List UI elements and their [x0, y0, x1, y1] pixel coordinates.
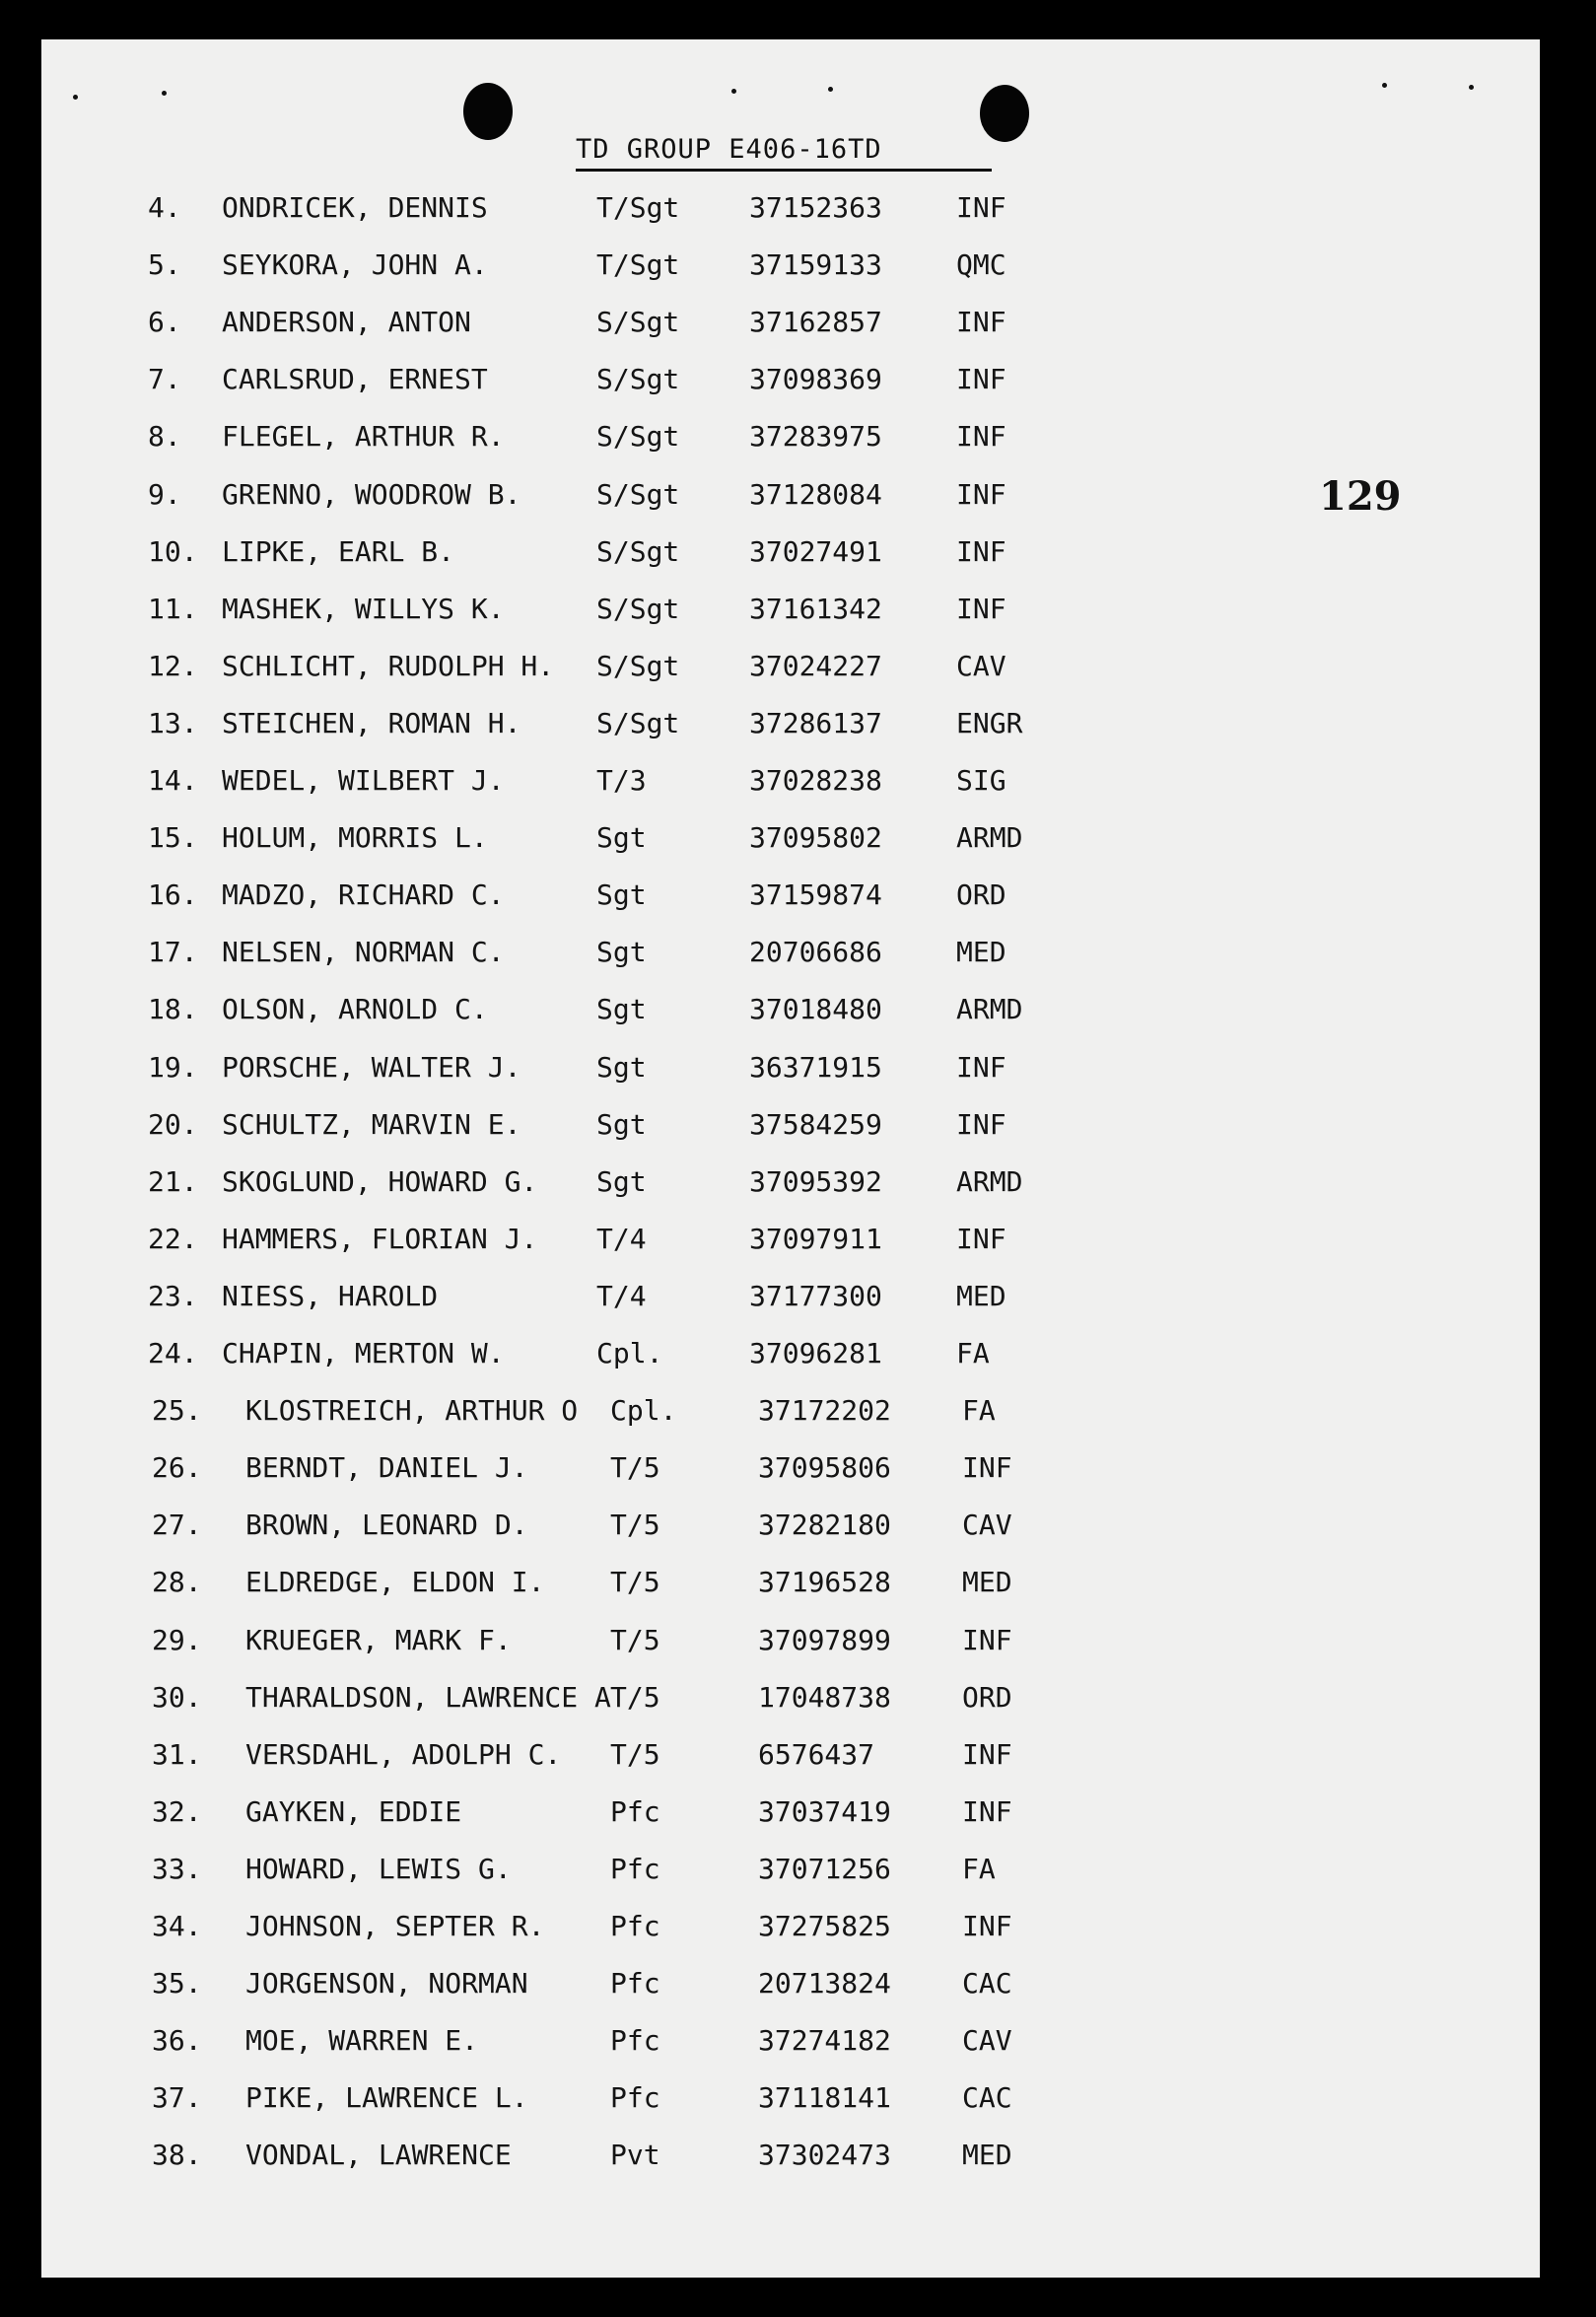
roster-branch: ARMD	[956, 821, 1023, 854]
roster-serial-number: 37286137	[749, 707, 882, 739]
roster-number: 4.	[148, 191, 181, 224]
roster-branch: INF	[962, 1451, 1012, 1484]
roster-rank: Pfc	[610, 1967, 660, 2000]
roster-serial-number: 37018480	[749, 993, 882, 1025]
roster-rank: Pvt	[610, 2139, 660, 2171]
roster-serial-number: 37152363	[749, 191, 882, 224]
roster-serial-number: 20706686	[749, 936, 882, 968]
roster-rank: Sgt	[596, 1108, 647, 1141]
roster-number: 38.	[152, 2139, 202, 2171]
roster-branch: INF	[962, 1738, 1012, 1771]
roster-rank: S/Sgt	[596, 535, 680, 568]
roster-serial-number: 6576437	[758, 1738, 875, 1771]
roster-number: 29.	[152, 1624, 202, 1656]
roster-number: 35.	[152, 1967, 202, 2000]
roster-number: 25.	[152, 1394, 202, 1427]
roster-rank: T/5	[610, 1681, 660, 1714]
roster-number: 10.	[148, 535, 198, 568]
roster-number: 33.	[152, 1853, 202, 1885]
roster-rank: T/3	[596, 764, 647, 797]
roster-rank: S/Sgt	[596, 478, 680, 511]
roster-number: 15.	[148, 821, 198, 854]
roster-number: 28.	[152, 1566, 202, 1598]
roster-name: ONDRICEK, DENNIS	[222, 191, 488, 224]
roster-rank: Cpl.	[610, 1394, 677, 1427]
roster-rank: Pfc	[610, 2024, 660, 2057]
roster-name: SCHLICHT, RUDOLPH H.	[222, 650, 555, 682]
roster-number: 34.	[152, 1910, 202, 1942]
roster-branch: CAC	[962, 1967, 1012, 2000]
roster-name: CARLSRUD, ERNEST	[222, 363, 488, 395]
roster-name: FLEGEL, ARTHUR R.	[222, 420, 505, 453]
roster-rank: Sgt	[596, 878, 647, 911]
roster-serial-number: 37027491	[749, 535, 882, 568]
roster-branch: FA	[962, 1394, 996, 1427]
roster-rank: T/Sgt	[596, 191, 680, 224]
document-title: TD GROUP E406-16TD	[576, 134, 882, 165]
roster-number: 31.	[152, 1738, 202, 1771]
roster-number: 16.	[148, 878, 198, 911]
roster-serial-number: 37282180	[758, 1509, 891, 1541]
roster-branch: CAV	[962, 2024, 1012, 2057]
roster-serial-number: 37098369	[749, 363, 882, 395]
roster-serial-number: 37095802	[749, 821, 882, 854]
roster-serial-number: 20713824	[758, 1967, 891, 2000]
roster-name: VONDAL, LAWRENCE	[245, 2139, 512, 2171]
roster-serial-number: 37196528	[758, 1566, 891, 1598]
roster-name: THARALDSON, LAWRENCE A	[245, 1681, 611, 1714]
roster-serial-number: 37159874	[749, 878, 882, 911]
roster-number: 5.	[148, 248, 181, 281]
roster-name: PORSCHE, WALTER J.	[222, 1051, 521, 1084]
roster-serial-number: 37274182	[758, 2024, 891, 2057]
roster-number: 13.	[148, 707, 198, 739]
roster-rank: Sgt	[596, 821, 647, 854]
title-underline	[576, 169, 992, 172]
roster-rank: S/Sgt	[596, 707, 680, 739]
roster-name: STEICHEN, ROMAN H.	[222, 707, 521, 739]
roster-serial-number: 37097911	[749, 1223, 882, 1255]
roster-name: MASHEK, WILLYS K.	[222, 593, 505, 625]
paper-speck	[73, 95, 78, 100]
roster-branch: MED	[956, 1280, 1006, 1312]
paper-speck	[1382, 83, 1387, 88]
punch-hole-left	[463, 83, 513, 140]
roster-number: 22.	[148, 1223, 198, 1255]
roster-rank: T/4	[596, 1223, 647, 1255]
roster-rank: Sgt	[596, 1165, 647, 1198]
roster-branch: CAV	[962, 1509, 1012, 1541]
roster-name: LIPKE, EARL B.	[222, 535, 455, 568]
roster-number: 37.	[152, 2081, 202, 2114]
roster-branch: FA	[962, 1853, 996, 1885]
roster-name: ELDREDGE, ELDON I.	[245, 1566, 545, 1598]
paper-speck	[828, 87, 833, 92]
roster-number: 11.	[148, 593, 198, 625]
paper-speck	[731, 89, 736, 94]
roster-name: OLSON, ARNOLD C.	[222, 993, 488, 1025]
roster-serial-number: 37024227	[749, 650, 882, 682]
roster-serial-number: 37118141	[758, 2081, 891, 2114]
roster-serial-number: 36371915	[749, 1051, 882, 1084]
roster-branch: INF	[956, 1223, 1006, 1255]
roster-serial-number: 37028238	[749, 764, 882, 797]
roster-rank: S/Sgt	[596, 420, 680, 453]
roster-branch: FA	[956, 1337, 990, 1369]
roster-rank: S/Sgt	[596, 363, 680, 395]
roster-rank: Pfc	[610, 1795, 660, 1828]
roster-number: 18.	[148, 993, 198, 1025]
roster-serial-number: 37162857	[749, 306, 882, 338]
roster-number: 9.	[148, 478, 181, 511]
roster-branch: INF	[962, 1624, 1012, 1656]
roster-branch: INF	[956, 191, 1006, 224]
roster-name: KLOSTREICH, ARTHUR O	[245, 1394, 579, 1427]
roster-rank: S/Sgt	[596, 650, 680, 682]
roster-number: 32.	[152, 1795, 202, 1828]
roster-name: GRENNO, WOODROW B.	[222, 478, 521, 511]
roster-serial-number: 37095806	[758, 1451, 891, 1484]
roster-serial-number: 37071256	[758, 1853, 891, 1885]
roster-name: NELSEN, NORMAN C.	[222, 936, 505, 968]
roster-serial-number: 37097899	[758, 1624, 891, 1656]
roster-serial-number: 37275825	[758, 1910, 891, 1942]
roster-name: MOE, WARREN E.	[245, 2024, 479, 2057]
roster-number: 7.	[148, 363, 181, 395]
roster-branch: CAC	[962, 2081, 1012, 2114]
roster-name: PIKE, LAWRENCE L.	[245, 2081, 528, 2114]
roster-branch: INF	[962, 1795, 1012, 1828]
roster-branch: INF	[956, 1051, 1006, 1084]
roster-rank: T/5	[610, 1738, 660, 1771]
roster-serial-number: 17048738	[758, 1681, 891, 1714]
roster-name: BERNDT, DANIEL J.	[245, 1451, 528, 1484]
roster-branch: ORD	[962, 1681, 1012, 1714]
roster-name: HOWARD, LEWIS G.	[245, 1853, 512, 1885]
roster-number: 17.	[148, 936, 198, 968]
roster-name: KRUEGER, MARK F.	[245, 1624, 512, 1656]
roster-rank: T/5	[610, 1451, 660, 1484]
roster-number: 36.	[152, 2024, 202, 2057]
roster-branch: INF	[956, 363, 1006, 395]
roster-serial-number: 37095392	[749, 1165, 882, 1198]
roster-number: 24.	[148, 1337, 198, 1369]
roster-name: ANDERSON, ANTON	[222, 306, 471, 338]
roster-rank: T/Sgt	[596, 248, 680, 281]
roster-branch: INF	[962, 1910, 1012, 1942]
roster-rank: Cpl.	[596, 1337, 663, 1369]
roster-branch: QMC	[956, 248, 1006, 281]
roster-rank: Sgt	[596, 993, 647, 1025]
roster-branch: INF	[956, 1108, 1006, 1141]
roster-branch: MED	[962, 2139, 1012, 2171]
roster-number: 19.	[148, 1051, 198, 1084]
roster-name: WEDEL, WILBERT J.	[222, 764, 505, 797]
roster-rank: S/Sgt	[596, 306, 680, 338]
paper-speck	[162, 91, 167, 96]
roster-branch: ARMD	[956, 1165, 1023, 1198]
roster-branch: INF	[956, 535, 1006, 568]
roster-rank: Pfc	[610, 1853, 660, 1885]
roster-name: JORGENSON, NORMAN	[245, 1967, 528, 2000]
roster-branch: SIG	[956, 764, 1006, 797]
roster-name: SKOGLUND, HOWARD G.	[222, 1165, 538, 1198]
roster-name: NIESS, HAROLD	[222, 1280, 439, 1312]
roster-serial-number: 37302473	[758, 2139, 891, 2171]
roster-branch: ARMD	[956, 993, 1023, 1025]
roster-rank: Sgt	[596, 936, 647, 968]
roster-serial-number: 37172202	[758, 1394, 891, 1427]
roster-serial-number: 37283975	[749, 420, 882, 453]
paper-speck	[1469, 85, 1474, 90]
roster-branch: ENGR	[956, 707, 1023, 739]
roster-rank: Sgt	[596, 1051, 647, 1084]
document-page	[41, 39, 1540, 2278]
roster-name: SEYKORA, JOHN A.	[222, 248, 488, 281]
roster-serial-number: 37584259	[749, 1108, 882, 1141]
roster-serial-number: 37161342	[749, 593, 882, 625]
roster-branch: INF	[956, 420, 1006, 453]
roster-rank: T/5	[610, 1566, 660, 1598]
roster-branch: MED	[956, 936, 1006, 968]
roster-name: VERSDAHL, ADOLPH C.	[245, 1738, 562, 1771]
roster-number: 27.	[152, 1509, 202, 1541]
punch-hole-right	[980, 85, 1029, 142]
roster-number: 12.	[148, 650, 198, 682]
roster-serial-number: 37128084	[749, 478, 882, 511]
roster-serial-number: 37037419	[758, 1795, 891, 1828]
roster-number: 26.	[152, 1451, 202, 1484]
roster-branch: INF	[956, 306, 1006, 338]
roster-number: 23.	[148, 1280, 198, 1312]
roster-name: MADZO, RICHARD C.	[222, 878, 505, 911]
roster-serial-number: 37177300	[749, 1280, 882, 1312]
roster-branch: ORD	[956, 878, 1006, 911]
roster-rank: S/Sgt	[596, 593, 680, 625]
roster-name: HOLUM, MORRIS L.	[222, 821, 488, 854]
roster-number: 14.	[148, 764, 198, 797]
roster-number: 30.	[152, 1681, 202, 1714]
roster-number: 20.	[148, 1108, 198, 1141]
roster-name: HAMMERS, FLORIAN J.	[222, 1223, 538, 1255]
roster-branch: INF	[956, 478, 1006, 511]
roster-branch: MED	[962, 1566, 1012, 1598]
roster-name: JOHNSON, SEPTER R.	[245, 1910, 545, 1942]
page-number: 129	[1319, 473, 1402, 520]
roster-name: CHAPIN, MERTON W.	[222, 1337, 505, 1369]
roster-branch: CAV	[956, 650, 1006, 682]
roster-rank: T/4	[596, 1280, 647, 1312]
roster-rank: Pfc	[610, 2081, 660, 2114]
roster-branch: INF	[956, 593, 1006, 625]
roster-name: SCHULTZ, MARVIN E.	[222, 1108, 521, 1141]
roster-serial-number: 37096281	[749, 1337, 882, 1369]
roster-number: 21.	[148, 1165, 198, 1198]
roster-serial-number: 37159133	[749, 248, 882, 281]
roster-name: GAYKEN, EDDIE	[245, 1795, 462, 1828]
roster-rank: T/5	[610, 1509, 660, 1541]
roster-number: 6.	[148, 306, 181, 338]
roster-number: 8.	[148, 420, 181, 453]
roster-rank: Pfc	[610, 1910, 660, 1942]
roster-name: BROWN, LEONARD D.	[245, 1509, 528, 1541]
roster-rank: T/5	[610, 1624, 660, 1656]
